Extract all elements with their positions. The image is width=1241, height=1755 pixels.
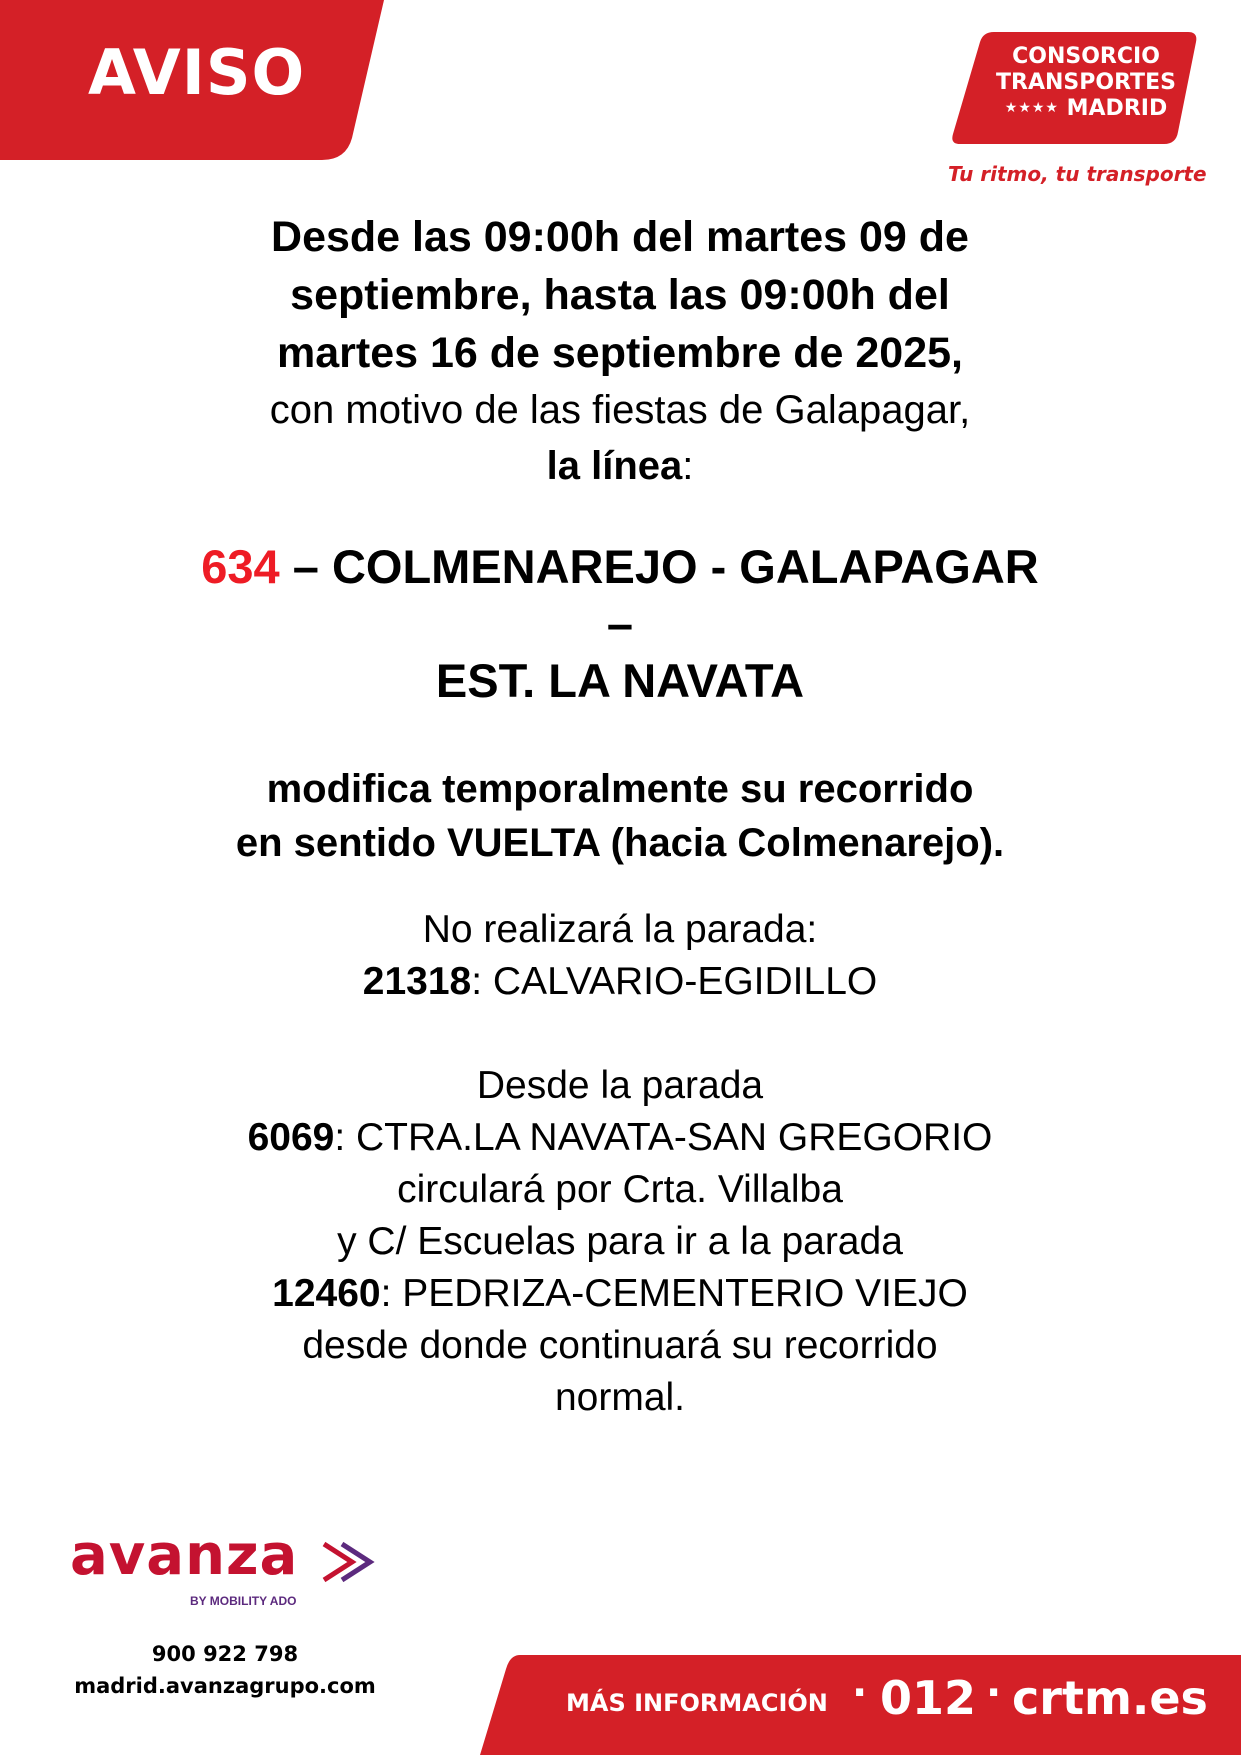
resume-line-1: desde donde continuará su recorrido — [302, 1324, 938, 1367]
stops-detail — [100, 904, 1140, 1424]
more-info-banner — [480, 1655, 1241, 1755]
crtm-website[interactable]: crtm.es — [1012, 1671, 1208, 1725]
intro-line-2: septiembre, hasta las 09:00h del — [290, 271, 950, 319]
line-colon: : — [682, 444, 694, 488]
route-dash: – — [606, 597, 634, 650]
avanza-arrows-icon — [322, 1540, 384, 1584]
aviso-banner — [0, 0, 384, 162]
to-stop — [100, 1268, 1140, 1320]
skip-stop-intro: No realizará la parada: — [422, 908, 818, 951]
bullet-dot: · — [986, 1670, 1002, 1716]
consorcio-transportes-logo — [952, 32, 1198, 144]
detour-line-1: circulará por Crta. Villalba — [397, 1168, 843, 1211]
logo-line-transportes: TRANSPORTES — [996, 70, 1176, 95]
avanza-subtitle: BY MOBILITY ADO — [190, 1594, 297, 1608]
intro-line-1: Desde las 09:00h del martes 09 de — [271, 213, 969, 261]
detour-line-2: y C/ Escuelas para ir a la parada — [337, 1220, 903, 1263]
star-icon: ★★★★ — [1004, 100, 1059, 116]
route-line-1 — [100, 538, 1140, 595]
info-phone[interactable]: 012 — [880, 1671, 977, 1725]
modification-line-2: en sentido VUELTA (hacia Colmenarejo). — [235, 821, 1005, 865]
more-info-label: MÁS INFORMACIÓN — [566, 1689, 828, 1717]
intro-line-4: con motivo de las fiestas de Galapagar, — [269, 388, 971, 432]
logo-line-madrid — [986, 98, 1186, 120]
spacer — [100, 1008, 1140, 1060]
operator-website[interactable]: madrid.avanzagrupo.com — [74, 1674, 376, 1698]
avanza-wordmark: avanza — [70, 1523, 299, 1588]
logo-madrid-text: MADRID — [1066, 96, 1168, 121]
to-stop-name: : PEDRIZA-CEMENTERIO VIEJO — [380, 1272, 968, 1315]
skip-stop-code: 21318 — [362, 960, 472, 1003]
from-stop-intro: Desde la parada — [476, 1064, 764, 1107]
bullet-dot: · — [852, 1670, 868, 1716]
avanza-logo — [70, 1523, 400, 1608]
intro-line-5 — [100, 438, 1140, 494]
skip-stop — [100, 956, 1140, 1008]
modification-line-1: modifica temporalmente su recorrido — [266, 767, 974, 811]
to-stop-code: 12460 — [272, 1272, 381, 1315]
from-stop-code: 6069 — [247, 1116, 335, 1159]
notice-intro — [100, 208, 1140, 494]
operator-phone: 900 922 798 — [151, 1642, 299, 1666]
route-name-part-2: EST. LA NAVATA — [435, 654, 805, 707]
from-stop — [100, 1112, 1140, 1164]
logo-line-consorcio: CONSORCIO — [1012, 44, 1160, 69]
line-label: la línea — [546, 444, 683, 488]
skip-stop-name: : CALVARIO-EGIDILLO — [471, 960, 878, 1003]
intro-line-3: martes 16 de septiembre de 2025, — [277, 329, 963, 377]
route-name-part-1: – COLMENAREJO - GALAPAGAR — [279, 540, 1039, 593]
modification-notice — [100, 762, 1140, 870]
route-title — [100, 538, 1140, 709]
logo-tagline: Tu ritmo, tu transporte — [948, 162, 1207, 186]
resume-line-2: normal. — [554, 1376, 686, 1419]
aviso-title: AVISO — [88, 36, 306, 109]
route-number: 634 — [201, 540, 280, 593]
from-stop-name: : CTRA.LA NAVATA-SAN GREGORIO — [334, 1116, 993, 1159]
